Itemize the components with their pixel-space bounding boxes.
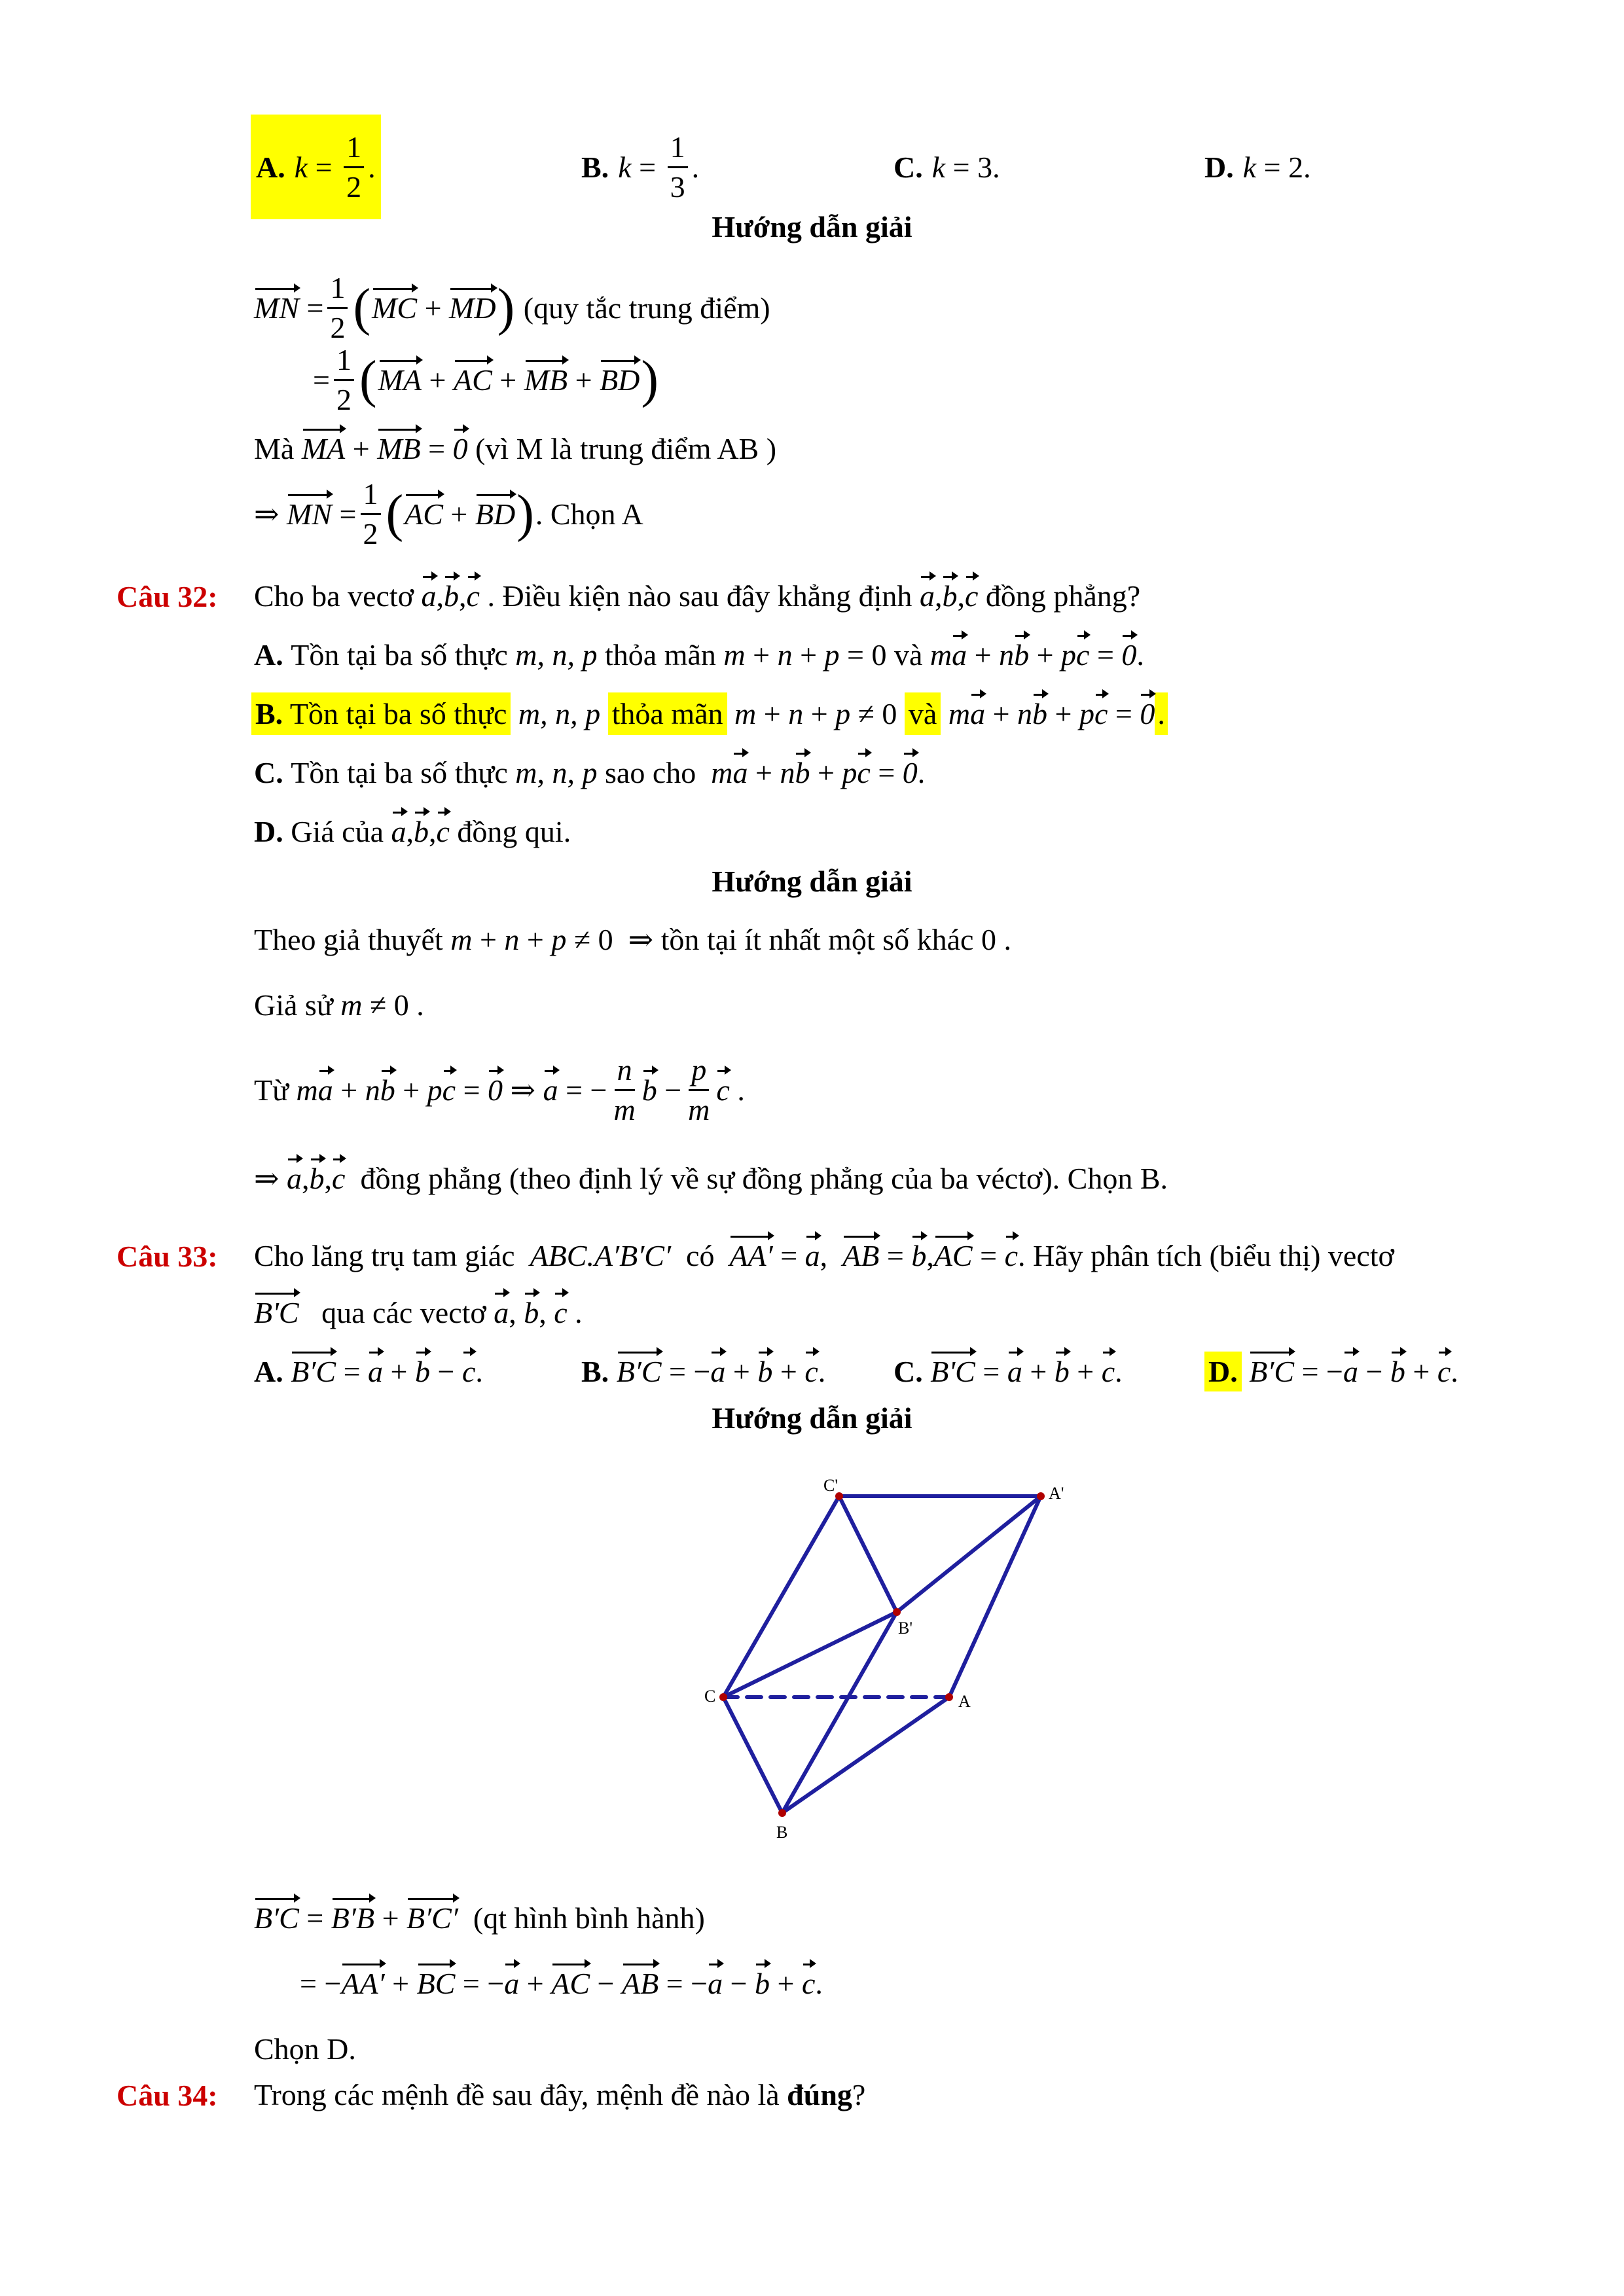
q33-option-a: A. B′C = a + b − c . <box>254 1354 483 1388</box>
q31-guide-title: Hướng dẫn giải <box>712 210 912 243</box>
q33-label: Câu 33: <box>117 1240 218 1273</box>
q33-option-d: D. B′C = − a − b + c . <box>1204 1345 1458 1397</box>
q32-sol-line3: Từ m a + n b + p c = 0 ⇒ a = − $\frac{n}{m}$ b − $\frac{p}{m}$ c . <box>254 1052 745 1126</box>
q33-option-c: C. B'C = a + b + c . <box>893 1354 1123 1388</box>
q31-sol-line4: ⇒ MN = $\frac{1}{2}$ ( AC + BD ) . Chọn A <box>254 476 643 550</box>
q32-sol-line1: Theo giả thuyết m + n + p ≠ 0 ⇒ tồn tại ít nhất một số khác 0 . <box>254 922 1011 956</box>
label-c-prime: C' <box>823 1476 839 1495</box>
q31-option-b: B. k = $\frac{1}{3}$ . <box>581 130 700 204</box>
q33-question-line2: B'C qua các vectơ a , b , c . <box>254 1295 583 1329</box>
q34-label: Câu 34: <box>117 2079 218 2112</box>
q32-option-a: A. Tồn tại ba số thực m, n, p thỏa mãn m + n + p = 0 và m a + n b + p c = 0 . <box>254 637 1144 672</box>
label-b: B <box>776 1823 788 1842</box>
q32-option-d: D. Giá của a , b , c đồng qui. <box>254 814 571 848</box>
label-b-prime: B' <box>898 1619 913 1638</box>
q32-question: Cho ba vectơ a , b , c . Điều kiện nào sau đây khẳng định a , b , c đồng phẳng? <box>254 579 1141 613</box>
q31-option-d: D. k = 2. <box>1204 150 1311 184</box>
q33-sol-line2: = − AA′ + BC = − a + AC − AB = − a − b + c . <box>300 1966 823 2000</box>
q32-label: Câu 32: <box>117 580 218 613</box>
q34-question: Trong các mệnh đề sau đây, mệnh đề nào là đúng ? <box>254 2077 866 2111</box>
q33-question-line1: Cho lăng trụ tam giác ABC.A′B′C′ có AA′ = a , AB = b , AC = c . Hãy phân tích (biểu thị) vectơ <box>254 1238 1394 1272</box>
q31-option-c: C. k = 3. <box>893 150 1000 184</box>
q32-sol-line2: Giả sử m ≠ 0 . <box>254 988 424 1022</box>
q31-sol-line2: = $\frac{1}{2}$ ( MA + AC + MB + BD ) <box>313 342 659 416</box>
q33-sol-line1: B′C = B′B + B′C′ (qt hình bình hành) <box>254 1901 705 1935</box>
label-a-prime: A' <box>1049 1484 1064 1503</box>
q31-option-a: A. k = $\frac{1}{2}$ . <box>251 115 381 219</box>
q33-guide-title: Hướng dẫn giải <box>712 1401 912 1435</box>
q33-sol-line3: Chọn D. <box>254 2032 356 2066</box>
q32-option-b: B. Tồn tại ba số thực m, n, p thỏa mãn m + n + p ≠ 0 và m a + n b + p c = 0 . <box>251 687 1168 740</box>
label-a: A <box>958 1692 971 1711</box>
q32-guide-title: Hướng dẫn giải <box>712 865 912 898</box>
q31-sol-line1: MN = $\frac{1}{2}$ ( MC + MD ) (quy tắc trung điểm) <box>254 270 770 344</box>
q32-option-c: C. Tồn tại ba số thực m, n, p sao cho m a + n b + p c = 0 . <box>254 755 926 789</box>
q33-option-b: B. B′C = − a + b + c . <box>581 1354 826 1388</box>
q31-sol-line3: Mà MA + MB = 0 (vì M là trung điểm AB ) <box>254 431 777 465</box>
q32-sol-line4: ⇒ a , b , c đồng phẳng (theo định lý về sự đồng phẳng của ba véctơ). Chọn B. <box>254 1161 1168 1195</box>
label-c: C <box>704 1687 716 1706</box>
